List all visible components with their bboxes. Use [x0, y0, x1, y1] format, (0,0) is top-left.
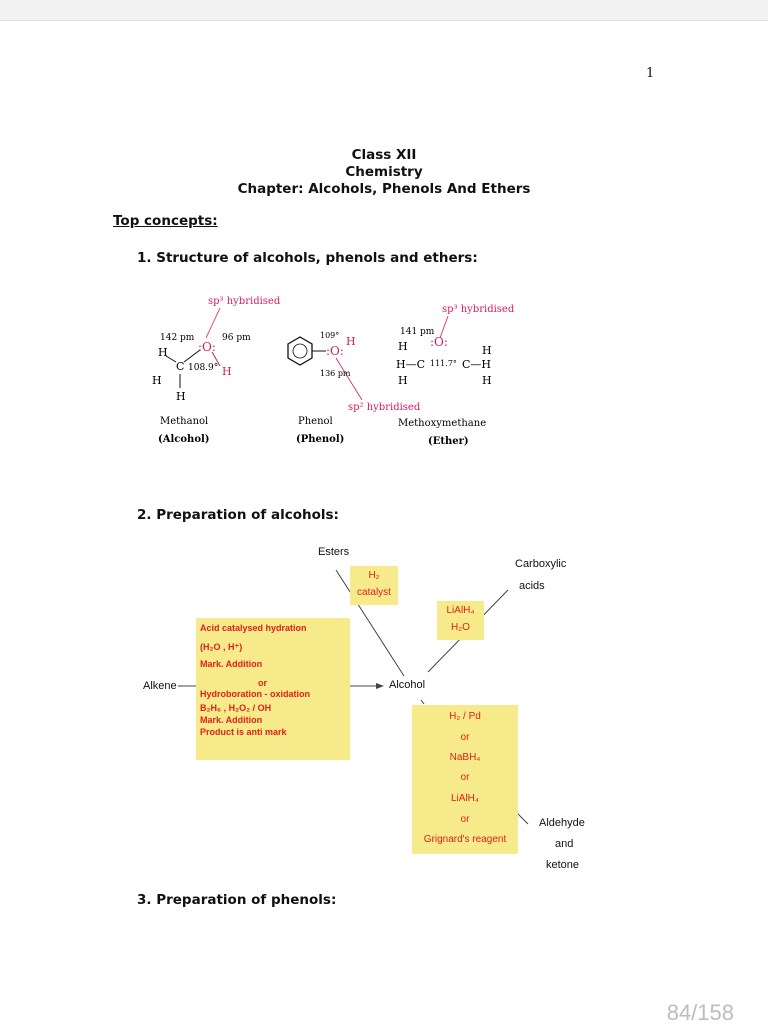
alkene-line-1: Acid catalysed hydration	[200, 623, 307, 633]
carboxylic-reagent-1: LiAlH₄	[446, 605, 475, 616]
carboxylic-label-2: acids	[519, 580, 545, 592]
svg-text:C: C	[176, 360, 185, 373]
alkene-line-2: (H₂O , H⁺)	[200, 642, 243, 652]
ether-sp3-label: sp³ hybridised	[442, 304, 515, 315]
svg-text:C—H: C—H	[462, 358, 492, 371]
top-concepts-heading: Top concepts:	[113, 213, 218, 229]
carboxylic-reagent-2: H₂O	[451, 622, 470, 633]
esters-reagent-box	[350, 566, 398, 605]
ether-type: (Ether)	[428, 436, 469, 447]
doc-class: Class XII	[351, 147, 417, 163]
svg-text:H—C: H—C	[396, 358, 426, 371]
section-1-heading: 1. Structure of alcohols, phenols and ethers:	[137, 250, 478, 266]
carbonyl-line-2: or	[460, 732, 470, 743]
alkene-line-8: Product is anti mark	[200, 727, 287, 737]
alcohol-label: Alcohol	[389, 679, 426, 691]
svg-text:H: H	[482, 374, 492, 387]
svg-text::O:: :O:	[198, 340, 216, 354]
carbonyl-line-7: Grignard's reagent	[423, 834, 507, 845]
svg-text:H: H	[158, 346, 168, 359]
svg-text:H: H	[152, 374, 162, 387]
ether-name: Methoxymethane	[398, 418, 487, 429]
ether-angle: 111.7°	[430, 359, 457, 368]
and-label: and	[555, 838, 574, 850]
ether-bond: 141 pm	[400, 327, 435, 337]
alkene-line-3: Mark. Addition	[200, 659, 263, 669]
methanol-type: (Alcohol)	[158, 434, 210, 445]
page-counter: 84/158	[666, 1000, 734, 1025]
alkene-line-4: or	[258, 678, 267, 688]
alkene-line-6: B₂H₆ , H₂O₂ / OH	[200, 703, 272, 713]
aldehyde-label: Aldehyde	[539, 817, 585, 829]
carbonyl-reagent-box	[412, 705, 518, 854]
alkene-label: Alkene	[143, 680, 177, 692]
esters-reagent-1: H₂	[368, 570, 380, 581]
phenol-name: Phenol	[298, 416, 333, 427]
section-2-heading: 2. Preparation of alcohols:	[137, 507, 339, 523]
carboxylic-label-1: Carboxylic	[515, 558, 567, 570]
svg-text:H: H	[398, 374, 408, 387]
carbonyl-line-6: or	[460, 814, 470, 825]
phenol-sp2-label: sp² hybridised	[348, 402, 421, 413]
doc-chapter: Chapter: Alcohols, Phenols And Ethers	[237, 181, 531, 197]
carbonyl-line-3: NaBH₄	[449, 752, 481, 763]
carbonyl-line-4: or	[460, 772, 470, 783]
methanol-name: Methanol	[160, 416, 209, 427]
phenol-angle: 109°	[320, 331, 340, 340]
carbonyl-line-1: H₂ / Pd	[449, 711, 481, 722]
page-number: 1	[646, 66, 655, 81]
phenol-bond: 136 pm	[320, 369, 351, 378]
esters-reagent-2: catalyst	[357, 587, 391, 598]
section-3-heading: 3. Preparation of phenols:	[137, 892, 337, 908]
carboxylic-reagent-box	[437, 601, 484, 640]
alkene-line-5: Hydroboration - oxidation	[200, 689, 310, 699]
svg-text::O:: :O:	[430, 335, 448, 349]
alkene-reagent-box	[196, 618, 350, 760]
svg-text:H: H	[398, 340, 408, 353]
methanol-sp3-label: sp³ hybridised	[208, 296, 281, 307]
phenol-type: (Phenol)	[296, 434, 345, 445]
svg-text:H: H	[176, 390, 186, 403]
doc-subject: Chemistry	[345, 164, 423, 180]
svg-text:H: H	[346, 335, 356, 348]
methanol-angle: 108.9°	[188, 363, 219, 373]
alkene-line-7: Mark. Addition	[200, 715, 263, 725]
svg-text::O:: :O:	[326, 344, 344, 358]
svg-text:H: H	[482, 344, 492, 357]
svg-text:H: H	[222, 365, 232, 378]
methanol-bond-142: 142 pm	[160, 333, 195, 343]
ketone-label: ketone	[546, 859, 580, 871]
methanol-bond-96: 96 pm	[222, 333, 251, 343]
esters-label: Esters	[318, 546, 350, 558]
carbonyl-line-5: LiAlH₄	[451, 793, 479, 804]
